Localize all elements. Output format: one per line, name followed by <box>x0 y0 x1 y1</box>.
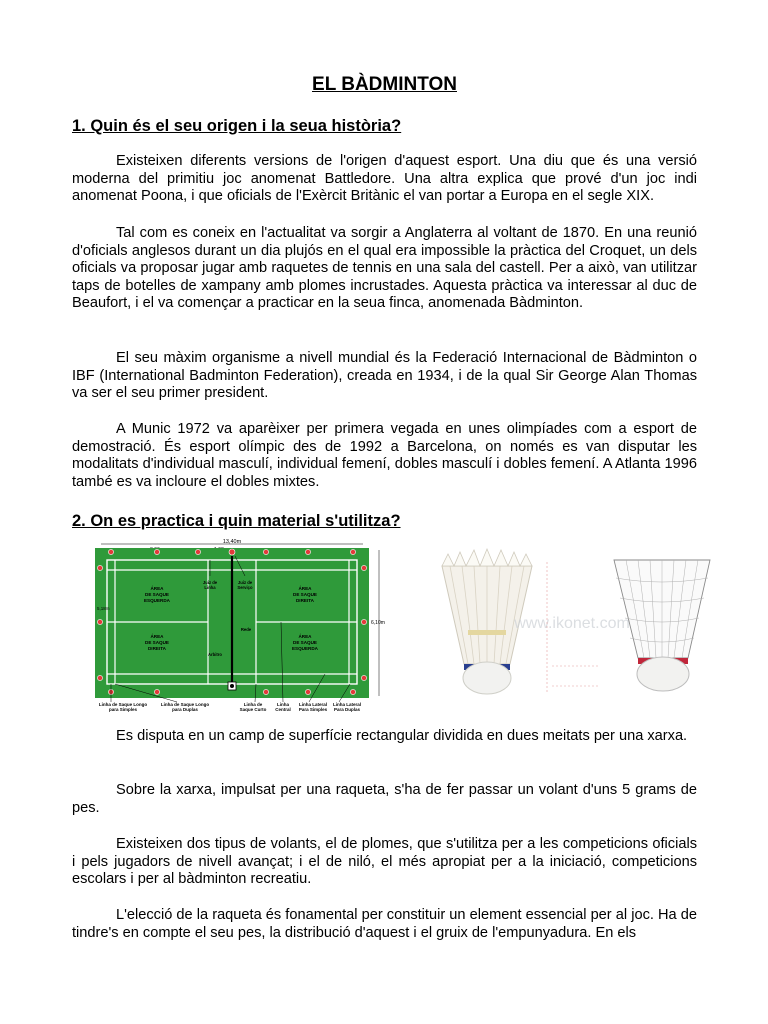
svg-text:Linha de Saque Longo: Linha de Saque Longo <box>160 702 210 707</box>
svg-text:ÁREA: ÁREA <box>150 634 164 639</box>
svg-text:para Duplas: para Duplas <box>172 707 198 712</box>
section1-paragraph-2: Tal com es coneix en l'actualitat va sorgir a Anglaterra al voltant de 1870. En una reunió d'oficials anglesos durant un dia plujós en el qual era impossible la pràctica del Croquet, un dels oficials va proposar jugar amb raquetes de tennis en una sala del castell. Per a això, van utilitzar taps de botelles de xampany amb plomes incrustades. Aquesta pràctica va interessar al duc de Beaufort, i el va començar a practicar en la seua finca, anomenada Bàdminton. <box>72 225 697 312</box>
svg-text:Juiz de: Juiz de <box>237 580 253 585</box>
dim-total-length: 13,40m <box>222 539 242 545</box>
dim-side-left: 5,18m <box>97 606 110 611</box>
section2-paragraph-4: L'elecció de la raqueta és fonamental per constituir un element essencial per al joc. Ha de tindre's en compte el seu pes, la distribució d'aquest i el gruix de l'empunyadura. En els <box>72 907 697 941</box>
svg-text:para Simples: para Simples <box>108 707 138 712</box>
dim-side-right: 6,10m <box>371 620 385 626</box>
svg-text:DIREITA: DIREITA <box>147 646 167 651</box>
svg-text:ÁREA: ÁREA <box>298 586 312 591</box>
figures-row <box>95 538 741 720</box>
badminton-court-diagram <box>95 538 449 720</box>
svg-text:DE SAQUE: DE SAQUE <box>293 640 317 645</box>
section2-heading: 2. On es practica i quin material s'utilitza? <box>72 512 401 530</box>
svg-text:Linha Lateral: Linha Lateral <box>332 702 362 707</box>
section2-paragraph-2: Sobre la xarxa, impulsat per una raqueta, s'ha de fer passar un volant d'uns 5 grams de pes. <box>72 782 697 816</box>
svg-text:Rede: Rede <box>240 627 252 632</box>
svg-text:DE SAQUE: DE SAQUE <box>293 592 317 597</box>
watermark: www.ikonet.com <box>514 615 630 632</box>
section1-paragraph-4: A Munic 1972 va aparèixer per primera vegada en unes olimpíades com a esport de demostració. És esport olímpic des de 1992 a Barcelona, on només es van disputar les modalitats d'individual masculí, individual femení, dobles masculí i dobles femení. A Atlanta 1996 també es va incloure el dobles mixtes. <box>72 421 697 490</box>
svg-text:DE SAQUE: DE SAQUE <box>145 640 169 645</box>
shuttlecock-figure <box>402 546 762 718</box>
svg-text:Linha: Linha <box>277 702 289 707</box>
svg-text:Para Duplas: Para Duplas <box>333 707 361 712</box>
section1-paragraph-3: El seu màxim organisme a nivell mundial és la Federació Internacional de Bàdminton o IBF (International Badminton Federation), creada en 1934, i de la qual Sir George Alan Thomas va ser el seu primer president. <box>72 350 697 402</box>
svg-text:Arbitro: Arbitro <box>208 652 222 657</box>
svg-text:Linha de Saque Longo: Linha de Saque Longo <box>98 702 148 707</box>
svg-text:Saque Curto: Saque Curto <box>239 707 267 712</box>
svg-text:ESQUERDA: ESQUERDA <box>143 598 171 603</box>
svg-text:Linha de: Linha de <box>243 702 263 707</box>
svg-text:Serviço: Serviço <box>237 585 253 590</box>
section2-paragraph-3: Existeixen dos tipus de volants, el de plomes, que s'utilitza per a les competicions oficials i pels jugadors de nivell avançat; i el de niló, el més apropiat per a la iniciació, competicions escolars i per al bàdminton recreatiu. <box>72 836 697 888</box>
section1-paragraph-1: Existeixen diferents versions de l'origen d'aquest esport. Una diu que és una versió moderna del primitiu joc anomenat Battledore. Una altra explica que prové d'un joc indi anomenat Poona, i que oficials de l'Exèrcit Britànic el van portar a Europa en el segle XIX. <box>72 153 697 205</box>
svg-text:Juiz de: Juiz de <box>202 580 218 585</box>
section2-paragraph-1: Es disputa en un camp de superfície rectangular dividida en dues meitats per una xarxa. <box>116 728 688 744</box>
svg-text:ESQUERDA: ESQUERDA <box>291 646 319 651</box>
svg-text:ÁREA: ÁREA <box>298 634 312 639</box>
document-title: EL BÀDMINTON <box>312 74 457 95</box>
svg-text:DIREITA: DIREITA <box>295 598 315 603</box>
section1-heading: 1. Quin és el seu origen i la seua història? <box>72 117 402 135</box>
svg-text:Linha: Linha <box>204 585 216 590</box>
svg-text:ÁREA: ÁREA <box>150 586 164 591</box>
svg-text:Central: Central <box>275 707 291 712</box>
svg-text:Linha Lateral: Linha Lateral <box>298 702 328 707</box>
svg-text:DE SAQUE: DE SAQUE <box>145 592 169 597</box>
svg-text:Para Simples: Para Simples <box>298 707 328 712</box>
